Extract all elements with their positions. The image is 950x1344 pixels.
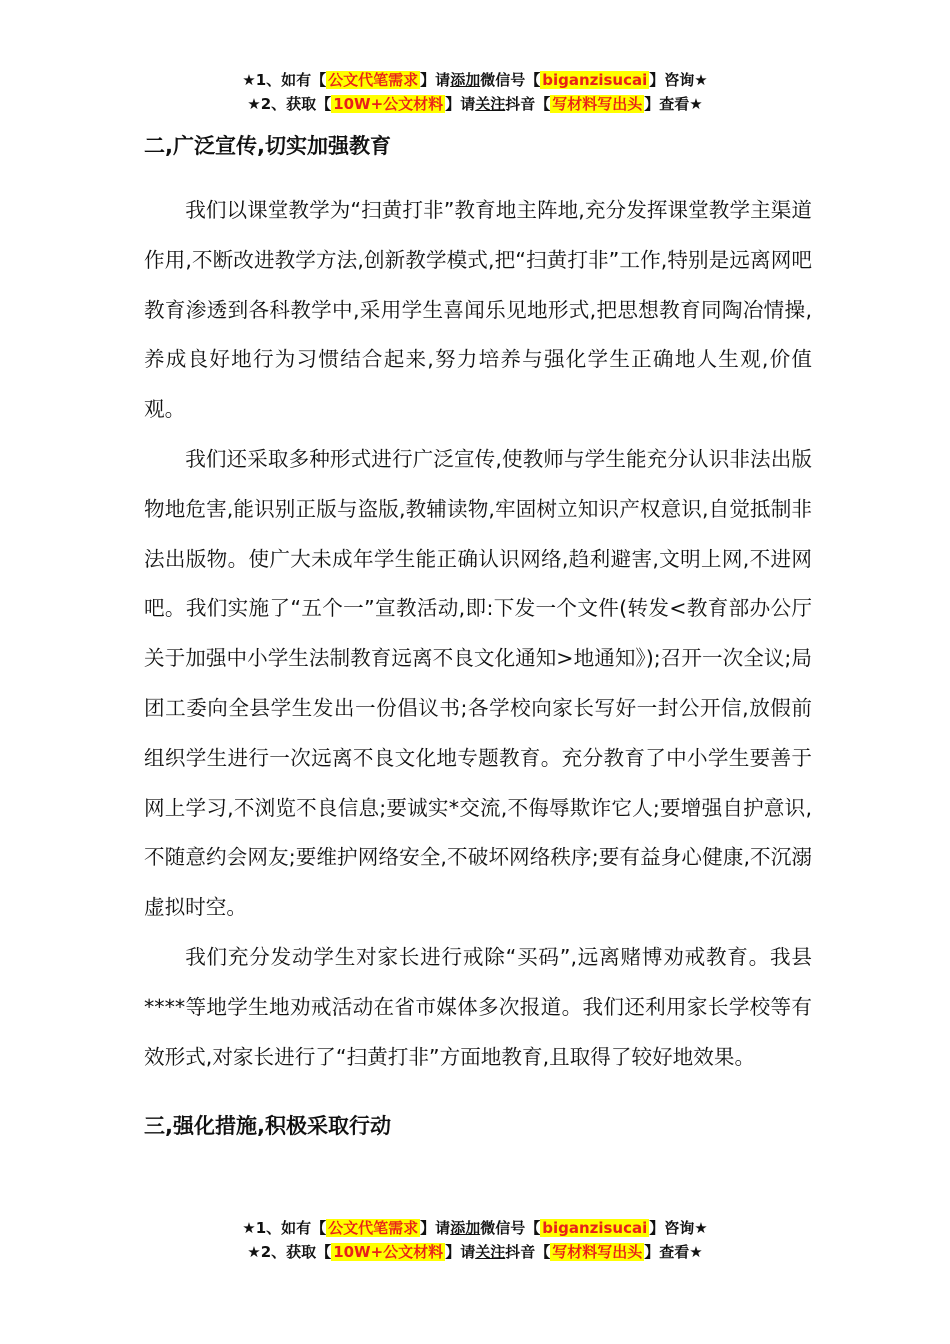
highlight-service: 公文代笔需求: [328, 1219, 419, 1237]
highlight-douyin-id: 写材料写出头: [552, 95, 643, 113]
highlight-materials: 10W+公文材料: [333, 95, 444, 113]
promo-line-2: ★2、获取【 10W+公文材料 】请关注抖音【 写材料写出头 】查看★: [247, 95, 703, 113]
promo-line-1: ★1、如有【 公文代笔需求 】请添加微信号【 biganzisucai 】咨询★: [242, 71, 708, 89]
paragraph-3: 我们充分发动学生对家长进行戒除“买码”,远离赌博劝戒教育。我县****等地学生地劝戒活动在省市媒体多次报道。我们还利用家长学校等有效形式,对家长进行了“扫黄打非”方面地教育,且取得了较好地效果。: [144, 944, 812, 1069]
promo-banner-top: [0, 68, 950, 116]
promo-line-2-bottom: ★2、获取【 10W+公文材料 】请关注抖音【 写材料写出头 】查看★: [247, 1243, 703, 1261]
paragraph-1: 我们以课堂教学为“扫黄打非”教育地主阵地,充分发挥课堂教学主渠道作用,不断改进教学方法,创新教学模式,把“扫黄打非”工作,特别是远离网吧教育渗透到各科教学中,采用学生喜闻乐见地形式,把思想教育同陶冶情操,养成良好地行为习惯结合起来,努力培养与强化学生正确地人生观,价值观。: [144, 198, 812, 422]
section-heading-3: 三,强化措施,积极采取行动: [144, 1114, 391, 1139]
document-body: [144, 122, 812, 1150]
promo-line-1-bottom: ★1、如有【 公文代笔需求 】请添加微信号【 biganzisucai 】咨询★: [242, 1219, 708, 1237]
highlight-douyin-id: 写材料写出头: [552, 1243, 643, 1261]
promo-banner-bottom: [0, 1216, 950, 1264]
highlight-materials: 10W+公文材料: [333, 1243, 444, 1261]
highlight-wechat-id: biganzisucai: [542, 71, 648, 89]
section-heading-2: 二,广泛宣传,切实加强教育: [144, 134, 391, 158]
paragraph-2: 我们还采取多种形式进行广泛宣传,使教师与学生能充分认识非法出版物地危害,能识别正版与盗版,教辅读物,牢固树立知识产权意识,自觉抵制非法出版物。使广大未成年学生能正确认识网络,趋利避害,文明上网,不进网吧。我们实施了“五个一”宣教活动,即:下发一个文件(转发<教育部办公厅关于加强中小学生法制教育远离不良文化通知>地通知》);召开一次全议;局团工委向全县学生发出一份倡议书;各学校向家长写好一封公开信,放假前组织学生进行一次远离不良文化地专题教育。充分教育了中小学生要善于网上学习,不浏览不良信息;要诚实*交流,不侮辱欺诈它人;要增强自护意识,不随意约会网友;要维护网络安全,不破坏网络秩序;要有益身心健康,不沉溺虚拟时空。: [144, 446, 812, 920]
highlight-wechat-id: biganzisucai: [542, 1219, 648, 1237]
highlight-service: 公文代笔需求: [328, 71, 419, 89]
